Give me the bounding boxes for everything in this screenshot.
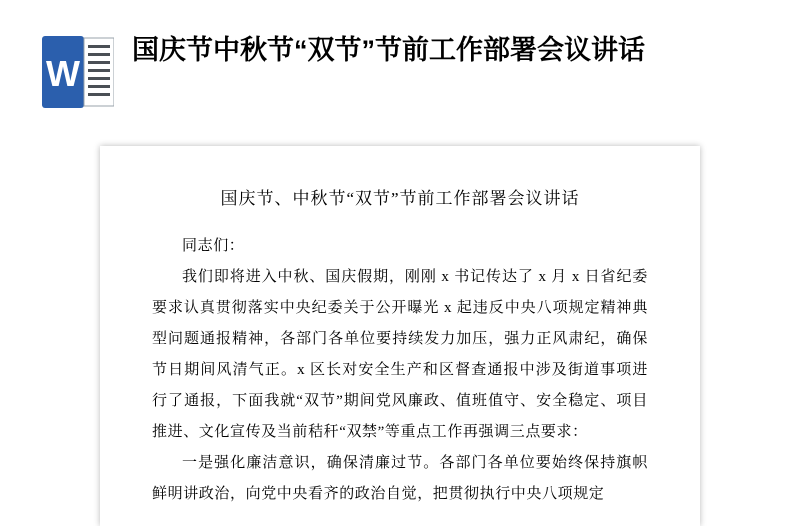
document-paragraph: 我们即将进入中秋、国庆假期，刚刚 x 书记传达了 x 月 x 日省纪委要求认真贯彻落实中央纪委关于公开曝光 x 起违反中央八项规定精神典型问题通报精神，各部门各单位要持续发力加压，强力正风肃纪，确保节日期间风清气正。x 区长对安全生产和区督查通报中涉及街道事项进行了通报，下面我就“双节”期间党风廉政、值班值守、安全稳定、项目推进、文化宣传及当前秸秆“双禁”等重点工作再强调三点要求： (152, 269, 648, 440)
document-body (100, 146, 700, 510)
document-sheet (100, 146, 700, 526)
page-title: 国庆节中秋节“双节”节前工作部署会议讲话 (132, 35, 645, 65)
word-document-icon (42, 36, 114, 108)
document-paragraph: 一是强化廉洁意识，确保清廉过节。各部门各单位要始终保持旗帜鲜明讲政治，向党中央看齐的政治自觉，把贯彻执行中央八项规定 (152, 455, 648, 502)
svg-text:W: W (46, 53, 80, 94)
document-paragraph: 同志们： (182, 238, 245, 254)
document-heading: 国庆节、中秋节“双节”节前工作部署会议讲话 (220, 189, 580, 208)
document-header (0, 0, 800, 140)
